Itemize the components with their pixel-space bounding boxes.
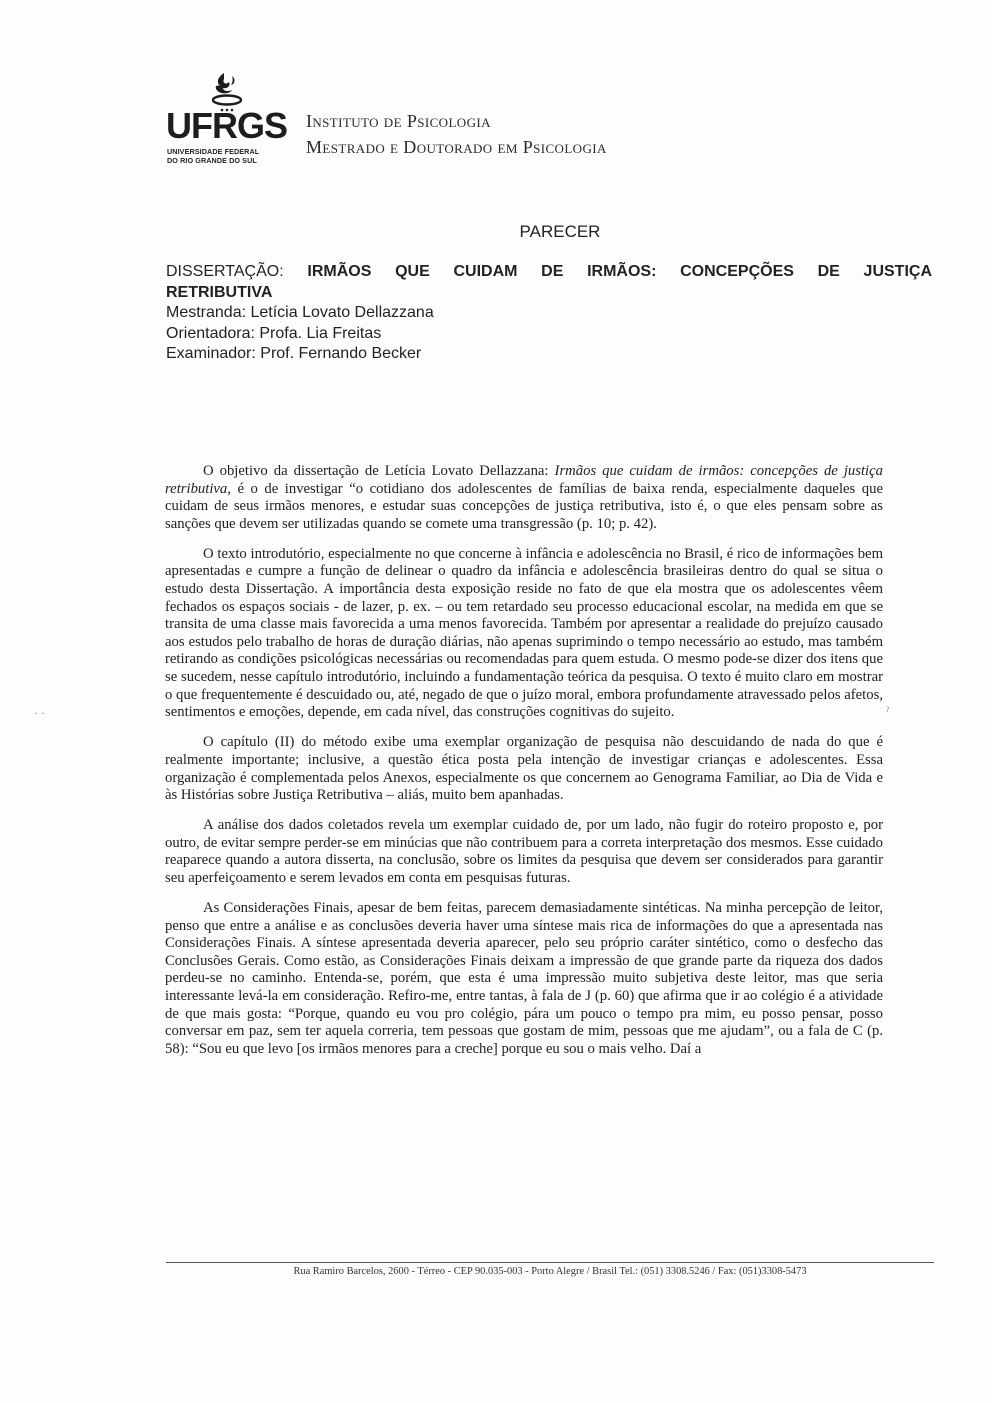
p1-intro: O objetivo da dissertação de Letícia Lovato Dellazzana: <box>203 463 549 479</box>
program-name: Mestrado e Doutorado em Psicologia <box>306 137 607 157</box>
footer-divider <box>166 1262 934 1263</box>
scan-speck: ˀ <box>886 704 889 718</box>
examiner-name: Examinador: Prof. Fernando Becker <box>166 345 422 362</box>
paragraph-3: O capítulo (II) do método exibe uma exemplar organização de pesquisa não descuidando de nada do que é realmente importante; inclusive, a questão ética posta pela intenção de investigar crianças e adolescentes. Essa organização é complementada pelos Anexos, especialmente os que concernem ao Genograma Familiar, ao Dia de Vida e às Histórias sobre Justiça Retributiva – aliás, muito bem apanhadas. <box>165 734 883 804</box>
ufrgs-logo <box>166 70 290 170</box>
title-prefix: DISSERTAÇÃO: <box>166 263 284 280</box>
p1-title: Irmãos que cuidam de irmãos: concepções de justiça retributiva <box>165 463 883 497</box>
logo-subtitle-line1: UNIVERSIDADE FEDERAL <box>167 147 260 156</box>
institute-name: Instituto de Psicologia <box>306 111 491 131</box>
advisor-name: Orientadora: Profa. Lia Freitas <box>166 324 382 342</box>
logo-wordmark: UFRGS <box>166 105 287 146</box>
footer-address: Rua Ramiro Barcelos, 2600 - Térreo - CEP 90.035-003 - Porto Alegre / Brasil Tel.: (051) 3308.5246 / Fax: (051)3308-5473 <box>293 1266 807 1277</box>
student-name: Mestranda: Letícia Lovato Dellazzana <box>166 304 434 321</box>
scan-speck: · · <box>34 706 45 720</box>
paragraph-4: A análise dos dados coletados revela um exemplar cuidado de, por um lado, não fugir do roteiro proposto e, por outro, de evitar sempre perder-se em minúcias que não contribuem para a correta interpretação dos mesmos. Esse cuidado reaparece quando a autora disserta, na conclusão, sobre os limites da pesquisa que devem ser considerados para garantir seu aperfeiçoamento e serem levados em conta em pesquisas futuras. <box>165 817 883 886</box>
title-continuation: RETRIBUTIVA <box>166 283 273 301</box>
dissertation-title <box>166 262 932 283</box>
review-body <box>165 463 883 1058</box>
paragraph-5: As Considerações Finais, apesar de bem feitas, parecem demasiadamente sintéticas. Na minha percepção de leitor, penso que entre a análise e as conclusões deveria haver uma síntese mais rica de informações do que a apresentada nas Considerações Finais. A síntese apresentada deveria aparecer, pelo seu próprio caráter sintético, como o desfecho das Conclusões Gerais. Como estão, as Considerações Finais deixam a impressão de que grande parte da riqueza dos dados perdeu-se no caminho. Entenda-se, porém, que esta é uma impressão muito subjetiva deste leitor, mas que seria interessante levá-la em consideração. Refiro-me, entre tantas, à fala de J (p. 60) que afirma que ir ao colégio é a atividade de que mais gosta: “Porque, quando eu vou pro colégio, pára um pouco o tempo pra mim, eu posso pensar, posso conversar em paz, sem ter aquela correria, tem pessoas que gostam de mim, pessoas que me ajudam”, ou a fala de C (p. 58): “Sou eu que levo [os irmãos menores para a creche] porque eu sou o mais velho. Daí a <box>165 900 883 1057</box>
dissertation-info <box>166 262 932 365</box>
logo-subtitle <box>167 148 291 165</box>
document-heading: PARECER <box>519 222 601 241</box>
title-main: IRMÃOS QUE CUIDAM DE IRMÃOS: CONCEPÇÕES DE JUSTIÇA <box>307 263 933 280</box>
p1-rest: , é o de investigar “o cotidiano dos adolescentes de famílias de baixa renda, especialmente daqueles que cuidam de seus irmãos menores, e estudar suas concepções de justiça retributiva, isto é, o que eles pensam sobre as sanções que devem ser utilizadas quando se comete uma transgressão (p. 10; p. 42). <box>165 480 883 532</box>
institution-header <box>306 108 607 160</box>
paragraph-2: O texto introdutório, especialmente no que concerne à infância e adolescência no Brasil, é rico de informações bem apresentadas e cumpre a função de delinear o quadro da infância e adolescência brasileiras dentro do qual se situa o estudo desta Dissertação. A importância desta exposição reside no fato de que ela mostra que os adolescentes vêem fechados os espaços sociais - de lazer, p. ex. – ou tem retardado seu processo educacional escolar, na medida em que se transita de uma classe mais favorecida a uma menos favorecida. Também por apresentar a realidade do prejuízo causado aos estudos pelo trabalho de horas de duração diárias, não apenas suprimindo o tempo necessário ao estudo, mas também retirando as condições psicológicas necessárias ou recomendadas para quem estuda. O mesmo pode-se dizer dos itens que se sucedem, nesse capítulo introdutório, incluindo a fundamentação teórica da pesquisa. O texto é muito claro em mostrar o que frequentemente é descuidado ou, até, negado de que o juízo moral, embora profundamente atravessado pelos afetos, sentimentos e emoções, depende, em cada nível, das construções cognitivas do sujeito. <box>165 545 883 721</box>
paragraph-1 <box>165 463 883 533</box>
logo-subtitle-line2: DO RIO GRANDE DO SUL <box>167 155 257 165</box>
